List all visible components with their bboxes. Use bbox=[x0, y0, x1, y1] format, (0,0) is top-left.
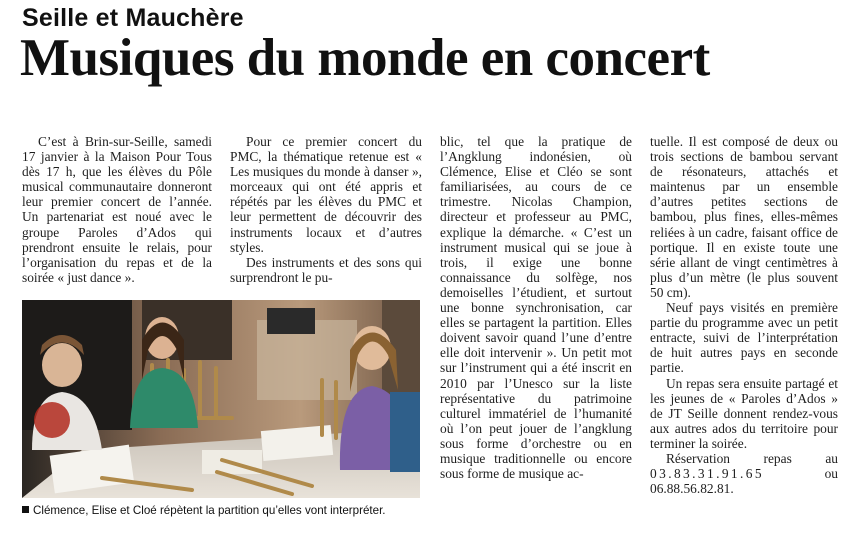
paragraph: Un repas sera ensuite partagé et les jeunes de « Paroles d’Ados » de JT Seille donnent rendez-vous aux autres ados du territoire pour terminer la soirée. bbox=[650, 375, 838, 451]
phone-join-word: ou bbox=[824, 466, 838, 482]
article-column-4 bbox=[650, 134, 838, 496]
phone-number-2: 06.88.56.82.81. bbox=[650, 481, 734, 497]
paragraph: Des instruments et des sons qui surprendront le pu- bbox=[230, 254, 422, 285]
article-column-2 bbox=[230, 134, 422, 285]
caption-bullet-icon bbox=[22, 506, 29, 513]
paragraph: C’est à Brin-sur-Seille, samedi 17 janvier à la Maison Pour Tous dès 17 h, que les élèves du Pôle musical communautaire donneront leur premier concert de l’année. Un partenariat est noué avec le groupe Paroles d’Ados qui prendront ensuite le relais, pour l’organisation du repas et de la soirée « just dance ». bbox=[22, 134, 212, 285]
article-column-3 bbox=[440, 134, 632, 481]
paragraph: Neuf pays visités en première partie du programme avec un petit entracte, suivi de l’interprétation de huit autres pays en seconde partie. bbox=[650, 300, 838, 376]
phone-number-1: 03.83.31.91.65 bbox=[650, 466, 764, 482]
reservation-label: Réservation repas au bbox=[666, 450, 838, 466]
paragraph: blic, tel que la pratique de l’Angklung indonésien, où Clémence, Elise et Cléo se sont familiarisées, au cours de ce trimestre. Nicolas Champion, directeur et professeur au PMC, explique la démarche. « C’est un instrument musical qui se joue à trois, il exige une bonne connaissance du solfège, nos demoiselles l’étudient, et surtout une bonne synchronisation, car elles se partagent la partition. Elles doivent savoir quand l’une d’entre elle doit intervenir ». Un petit mot sur l’instrument qui a été inscrit en 2010 par l’Unesco sur la liste représentative du patrimoine culturel immatériel de l’humanité où l’on peut jouer de l’angklung sous forme d’orchestre ou en musique traditionnelle ou encore sous forme de musique ac- bbox=[440, 134, 632, 482]
photo-caption bbox=[22, 503, 422, 518]
paragraph: tuelle. Il est composé de deux ou trois sections de bambou servant de résonateurs, attachés et maintenus par un ensemble d’autres petites sections de bambou, plus fines, elles-mêmes reliées à un cadre, faisant office de portique. Il en existe toute une série allant de vingt centimètres à plus d’un mètre (le plus souvent 50 cm). bbox=[650, 134, 838, 300]
paragraph: Pour ce premier concert du PMC, la thématique retenue est « Les musiques du monde à danser », morceaux qui ont été appris et répétés par les élèves du PMC et leur permettent de découvrir des instruments locaux et d’autres styles. bbox=[230, 134, 422, 255]
reservation-info bbox=[650, 451, 838, 496]
article-photo bbox=[22, 300, 420, 498]
headline: Musiques du monde en concert bbox=[20, 29, 710, 87]
article-column-1 bbox=[22, 134, 212, 285]
kicker: Seille et Mauchère bbox=[22, 4, 244, 32]
caption-text: Clémence, Elise et Cloé répètent la partition qu’elles vont interpréter. bbox=[33, 504, 386, 517]
photo-illustration bbox=[22, 300, 420, 498]
